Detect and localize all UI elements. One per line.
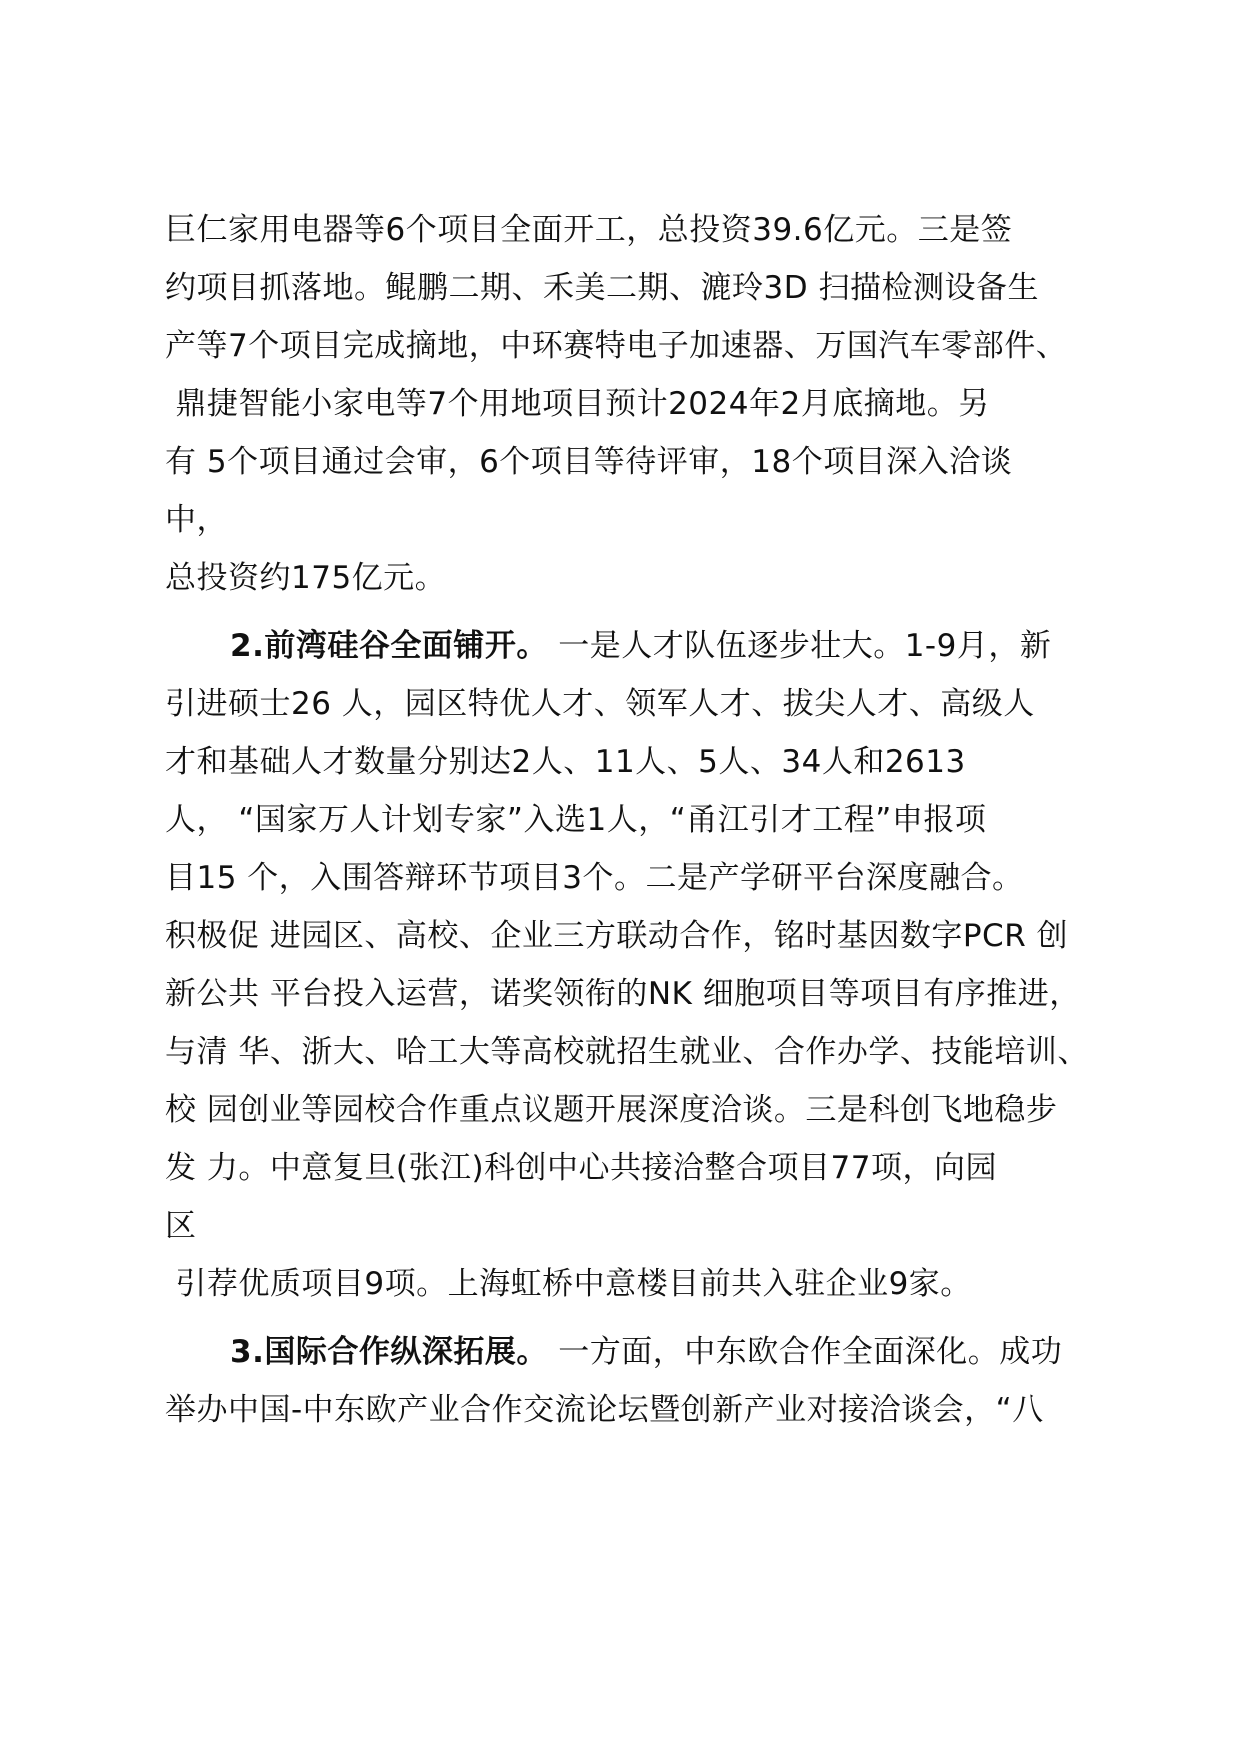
paragraph-2-line-2: 引进硕士26 人，园区特优人才、领军人才、拔尖人才、高级人 (165, 686, 1035, 722)
paragraph-1-line-1: 巨仁家用电器等6个项目全面开工，总投资39.6亿元。三是签 (165, 212, 1013, 248)
paragraph-1-line-3: 产等7个项目完成摘地，中环赛特电子加速器、万国汽车零部件、 (165, 328, 1068, 364)
paragraph-1-line-5: 有 5个项目通过会审，6个项目等待评审，18个项目深入洽谈 (165, 444, 1013, 480)
paragraph-3-first-line-text: 一方面，中东欧合作全面深化。成功 (547, 1334, 1063, 1370)
paragraph-2-line-9: 校 园创业等园校合作重点议题开展深度洽谈。三是科创飞地稳步 (165, 1092, 1058, 1128)
paragraph-3-line-2: 举办中国-中东欧产业合作交流论坛暨创新产业对接洽谈会，“八 (165, 1392, 1044, 1428)
paragraph-3-first-line (230, 1332, 1062, 1372)
paragraph-1-line-4: 鼎捷智能小家电等7个用地项目预计2024年2月底摘地。另 (165, 386, 990, 422)
paragraph-1-line-7: 总投资约175亿元。 (165, 560, 447, 596)
paragraph-2-line-12: 引荐优质项目9项。上海虹桥中意楼目前共入驻企业9家。 (165, 1266, 972, 1302)
paragraph-2-line-4: 人， “国家万人计划专家”入选1人，“甬江引才工程”申报项 (165, 802, 987, 838)
paragraph-2-line-7: 新公共 平台投入运营，诺奖领衔的NK 细胞项目等项目有序推进， (165, 976, 1081, 1012)
paragraph-2-line-11: 区 (165, 1208, 197, 1244)
paragraph-2-heading: 2.前湾硅谷全面铺开。 (230, 628, 548, 664)
paragraph-2-line-6: 积极促 进园区、高校、企业三方联动合作，铭时基因数字PCR 创 (165, 918, 1069, 954)
paragraph-2-first-line-text: 一是人才队伍逐步壮大。1-9月，新 (547, 628, 1052, 664)
paragraph-2-line-10: 发 力。中意复旦(张江)科创中心共接洽整合项目77项，向园 (165, 1150, 997, 1186)
paragraph-2-line-8: 与清 华、浙大、哈工大等高校就招生就业、合作办学、技能培训、 (165, 1034, 1089, 1070)
paragraph-1-line-6: 中， (165, 502, 228, 538)
paragraph-1-line-2: 约项目抓落地。鲲鹏二期、禾美二期、漉玲3D 扫描检测设备生 (165, 270, 1039, 306)
paragraph-2-line-5: 目15 个，入围答辩环节项目3个。二是产学研平台深度融合。 (165, 860, 1024, 896)
paragraph-2-line-3: 才和基础人才数量分别达2人、11人、5人、34人和2613 (165, 744, 966, 780)
paragraph-3-heading: 3.国际合作纵深拓展。 (230, 1334, 548, 1370)
paragraph-2-first-line (230, 626, 1051, 666)
